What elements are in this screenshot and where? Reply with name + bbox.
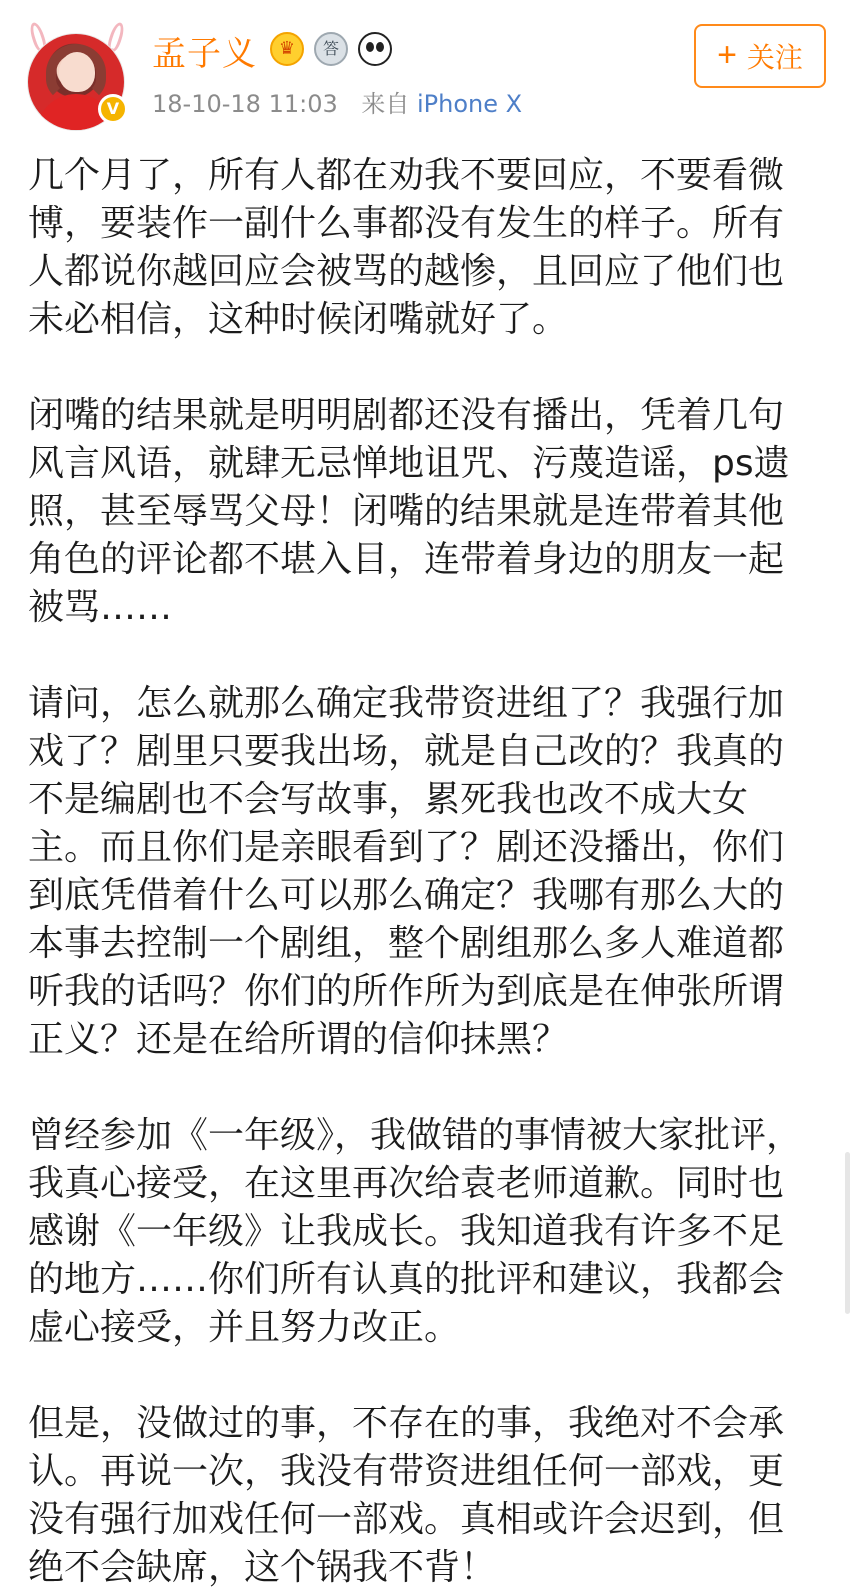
verified-badge-icon: V bbox=[98, 94, 128, 124]
follow-button-label: 关注 bbox=[746, 42, 803, 73]
post-content bbox=[28, 152, 818, 1592]
plus-icon: + bbox=[717, 36, 737, 74]
medal-badge-icon[interactable]: 答 bbox=[314, 32, 348, 66]
post-paragraph-4: 曾经参加《一年级》，我做错的事情被大家批评，我真心接受，在这里再次给袁老师道歉。同时也感谢《一年级》让我成长。我知道我有许多不足的地方……你们所有认真的批评和建议，我都会虚心接受，并且努力改正。 bbox=[28, 1115, 803, 1348]
author-name[interactable]: 孟子义 bbox=[152, 34, 257, 74]
post-meta bbox=[152, 86, 522, 122]
panda-badge-icon[interactable] bbox=[358, 32, 392, 66]
crown-badge-icon[interactable]: ♛ bbox=[270, 32, 304, 66]
author-badges bbox=[270, 32, 392, 66]
post-paragraph-3: 请问，怎么就那么确定我带资进组了？我强行加戏了？剧里只要我出场，就是自己改的？我真的不是编剧也不会写故事，累死我也改不成大女主。而且你们是亲眼看到了？剧还没播出，你们到底凭借着什么可以那么确定？我哪有那么大的本事去控制一个剧组，整个剧组那么多人难道都听我的话吗？你们的所作所为到底是在伸张所谓正义？还是在给所谓的信仰抹黑？ bbox=[28, 683, 785, 1060]
post-timestamp: 18-10-18 11:03 bbox=[152, 90, 338, 118]
post-paragraph-1: 几个月了，所有人都在劝我不要回应，不要看微博，要装作一副什么事都没有发生的样子。所有人都说你越回应会被骂的越惨，且回应了他们也未必相信，这种时候闭嘴就好了。 bbox=[28, 155, 785, 340]
source-link[interactable]: iPhone X bbox=[417, 90, 523, 118]
source-prefix: 来自 bbox=[361, 90, 410, 118]
post-paragraph-2: 闭嘴的结果就是明明剧都还没有播出，凭着几句风言风语，就肆无忌惮地诅咒、污蔑造谣，ps遗照，甚至辱骂父母！闭嘴的结果就是连带着其他角色的评论都不堪入目，连带着身边的朋友一起被骂…… bbox=[28, 395, 790, 628]
follow-button[interactable] bbox=[694, 24, 826, 88]
scrollbar[interactable] bbox=[845, 1152, 850, 1314]
avatar-wrapper[interactable] bbox=[22, 16, 132, 128]
avatar-face bbox=[59, 52, 95, 92]
post-paragraph-5: 但是，没做过的事，不存在的事，我绝对不会承认。再说一次，我没有带资进组任何一部戏，更没有强行加戏任何一部戏。真相或许会迟到，但绝不会缺席，这个锅我不背！ bbox=[28, 1403, 785, 1588]
post-header bbox=[0, 0, 856, 140]
